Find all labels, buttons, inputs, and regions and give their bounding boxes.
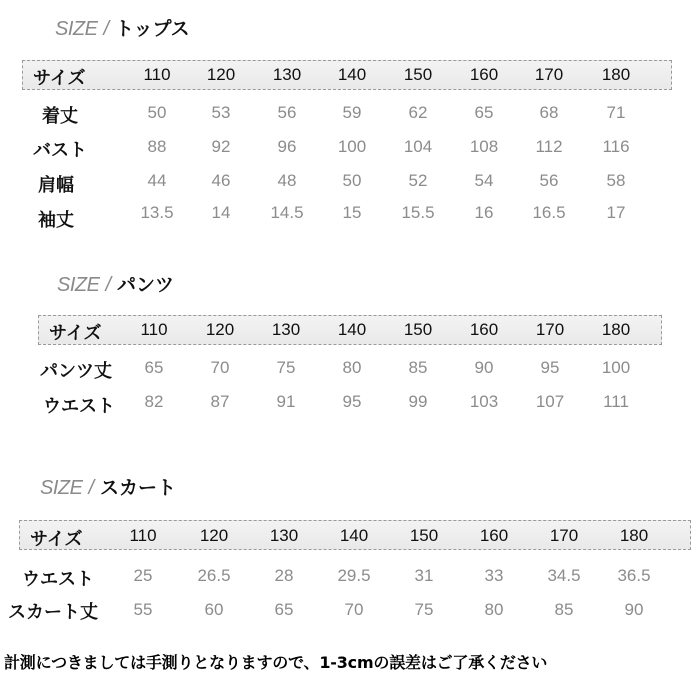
skirt-title: スカート xyxy=(100,477,177,499)
tops-size-header: 160 xyxy=(469,65,499,84)
tops-section-title xyxy=(55,14,190,41)
tops-table-cell: 50 xyxy=(147,103,167,122)
tops-table-cell: 58 xyxy=(606,171,626,190)
tops-table-cell: 13.5 xyxy=(140,203,174,222)
pants-table-cell: 82 xyxy=(144,392,164,411)
tops-table-cell: 54 xyxy=(474,171,494,190)
skirt-section-title xyxy=(40,473,176,500)
tops-table-cell: 112 xyxy=(535,137,563,156)
tops-title: トップス xyxy=(115,18,190,40)
skirt-table-cell: 29.5 xyxy=(337,566,371,585)
skirt-table-cell: 85 xyxy=(554,600,574,619)
tops-size-header: 120 xyxy=(206,65,236,84)
skirt-size-header: 150 xyxy=(409,526,439,545)
skirt-size-header: 140 xyxy=(339,526,369,545)
tops-table-cell: 46 xyxy=(211,171,231,190)
pants-table-cell: 90 xyxy=(474,358,494,377)
tops-table-cell: 14 xyxy=(211,203,231,222)
skirt-table-cell: 36.5 xyxy=(617,566,651,585)
skirt-table-cell: 33 xyxy=(484,566,504,585)
skirt-table-cell: 34.5 xyxy=(547,566,581,585)
skirt-table-cell: 70 xyxy=(344,600,364,619)
tops-row-label: 袖丈 xyxy=(38,210,74,231)
skirt-table-cell: 55 xyxy=(133,600,153,619)
tops-row-label: 着丈 xyxy=(42,106,78,127)
skirt-size-header: 180 xyxy=(619,526,649,545)
pants-table-cell: 95 xyxy=(540,358,560,377)
tops-table-cell: 65 xyxy=(474,103,494,122)
skirt-size-header: 120 xyxy=(199,526,229,545)
measurement-note: 計測につきましては手測りとなりますので、1-3cmの誤差はご了承ください xyxy=(4,653,548,672)
tops-table-cell: 59 xyxy=(342,103,362,122)
pants-title: パンツ xyxy=(117,274,175,296)
pants-table-cell: 85 xyxy=(408,358,428,377)
pants-size-header: 150 xyxy=(403,320,433,339)
skirt-table-cell: 75 xyxy=(414,600,434,619)
skirt-table-cell: 25 xyxy=(133,566,153,585)
skirt-slash: / xyxy=(88,477,95,499)
pants-row-label: パンツ丈 xyxy=(40,361,112,382)
tops-table-cell: 15.5 xyxy=(401,203,435,222)
tops-table-cell: 71 xyxy=(606,103,626,122)
skirt-size-header: 130 xyxy=(269,526,299,545)
pants-row-label: ウエスト xyxy=(43,396,115,417)
pants-table-cell: 103 xyxy=(469,392,499,411)
tops-size-header: 140 xyxy=(337,65,367,84)
tops-table-cell: 62 xyxy=(408,103,428,122)
tops-size-header: 170 xyxy=(534,65,564,84)
pants-size-header: 120 xyxy=(205,320,235,339)
tops-slash: / xyxy=(103,18,110,40)
tops-size-header: 150 xyxy=(403,65,433,84)
skirt-table-cell: 26.5 xyxy=(197,566,231,585)
tops-row-label: バスト xyxy=(33,140,87,161)
pants-table-cell: 100 xyxy=(601,358,631,377)
pants-size-header: 140 xyxy=(337,320,367,339)
pants-table-cell: 111 xyxy=(603,392,629,411)
skirt-size-header: 160 xyxy=(479,526,509,545)
tops-size-header: 180 xyxy=(601,65,631,84)
pants-table-cell: 95 xyxy=(342,392,362,411)
tops-table-cell: 53 xyxy=(211,103,231,122)
pants-section-title xyxy=(57,270,174,297)
pants-size-header: 160 xyxy=(469,320,499,339)
pants-size-header: 130 xyxy=(271,320,301,339)
tops-row-label: 肩幅 xyxy=(38,175,74,196)
skirt-row-label: スカート丈 xyxy=(8,602,98,623)
skirt-header-label: サイズ xyxy=(30,529,83,550)
tops-table-cell: 56 xyxy=(277,103,297,122)
tops-table-cell: 88 xyxy=(147,137,167,156)
skirt-size-header: 170 xyxy=(549,526,579,545)
tops-table-cell: 116 xyxy=(602,137,630,156)
tops-table-cell: 48 xyxy=(277,171,297,190)
tops-table-cell: 68 xyxy=(539,103,559,122)
pants-header-label: サイズ xyxy=(49,323,102,344)
pants-size-header: 170 xyxy=(535,320,565,339)
skirt-row-label: ウエスト xyxy=(22,569,94,590)
pants-size-word: SIZE xyxy=(57,274,100,296)
tops-table-cell: 52 xyxy=(408,171,428,190)
skirt-table-cell: 60 xyxy=(204,600,224,619)
skirt-size-word: SIZE xyxy=(40,477,83,499)
pants-table-cell: 107 xyxy=(535,392,565,411)
pants-table-cell: 65 xyxy=(144,358,164,377)
tops-table-cell: 16 xyxy=(474,203,494,222)
tops-table-cell: 44 xyxy=(147,171,167,190)
skirt-table-cell: 31 xyxy=(414,566,434,585)
tops-table-cell: 104 xyxy=(403,137,433,156)
pants-size-header: 110 xyxy=(140,320,168,339)
pants-table-cell: 91 xyxy=(276,392,296,411)
skirt-table-cell: 80 xyxy=(484,600,504,619)
tops-table-cell: 96 xyxy=(277,137,297,156)
pants-slash: / xyxy=(105,274,112,296)
pants-size-header: 180 xyxy=(601,320,631,339)
pants-table-cell: 99 xyxy=(408,392,428,411)
tops-header-label: サイズ xyxy=(33,68,86,89)
pants-table-cell: 70 xyxy=(210,358,230,377)
pants-table-cell: 80 xyxy=(342,358,362,377)
tops-size-header: 130 xyxy=(272,65,302,84)
tops-size-header: 110 xyxy=(143,65,171,84)
tops-size-word: SIZE xyxy=(55,18,98,40)
tops-table-cell: 92 xyxy=(211,137,231,156)
skirt-table-cell: 65 xyxy=(274,600,294,619)
tops-table-cell: 100 xyxy=(337,137,367,156)
tops-table-cell: 108 xyxy=(469,137,499,156)
skirt-table-cell: 28 xyxy=(274,566,294,585)
tops-table-cell: 15 xyxy=(342,203,362,222)
tops-table-cell: 14.5 xyxy=(270,203,304,222)
tops-table-cell: 16.5 xyxy=(532,203,566,222)
skirt-size-header: 110 xyxy=(129,526,157,545)
tops-table-cell: 56 xyxy=(539,171,559,190)
skirt-table-cell: 90 xyxy=(624,600,644,619)
tops-table-cell: 50 xyxy=(342,171,362,190)
pants-table-cell: 75 xyxy=(276,358,296,377)
tops-table-cell: 17 xyxy=(606,203,626,222)
pants-table-cell: 87 xyxy=(210,392,230,411)
